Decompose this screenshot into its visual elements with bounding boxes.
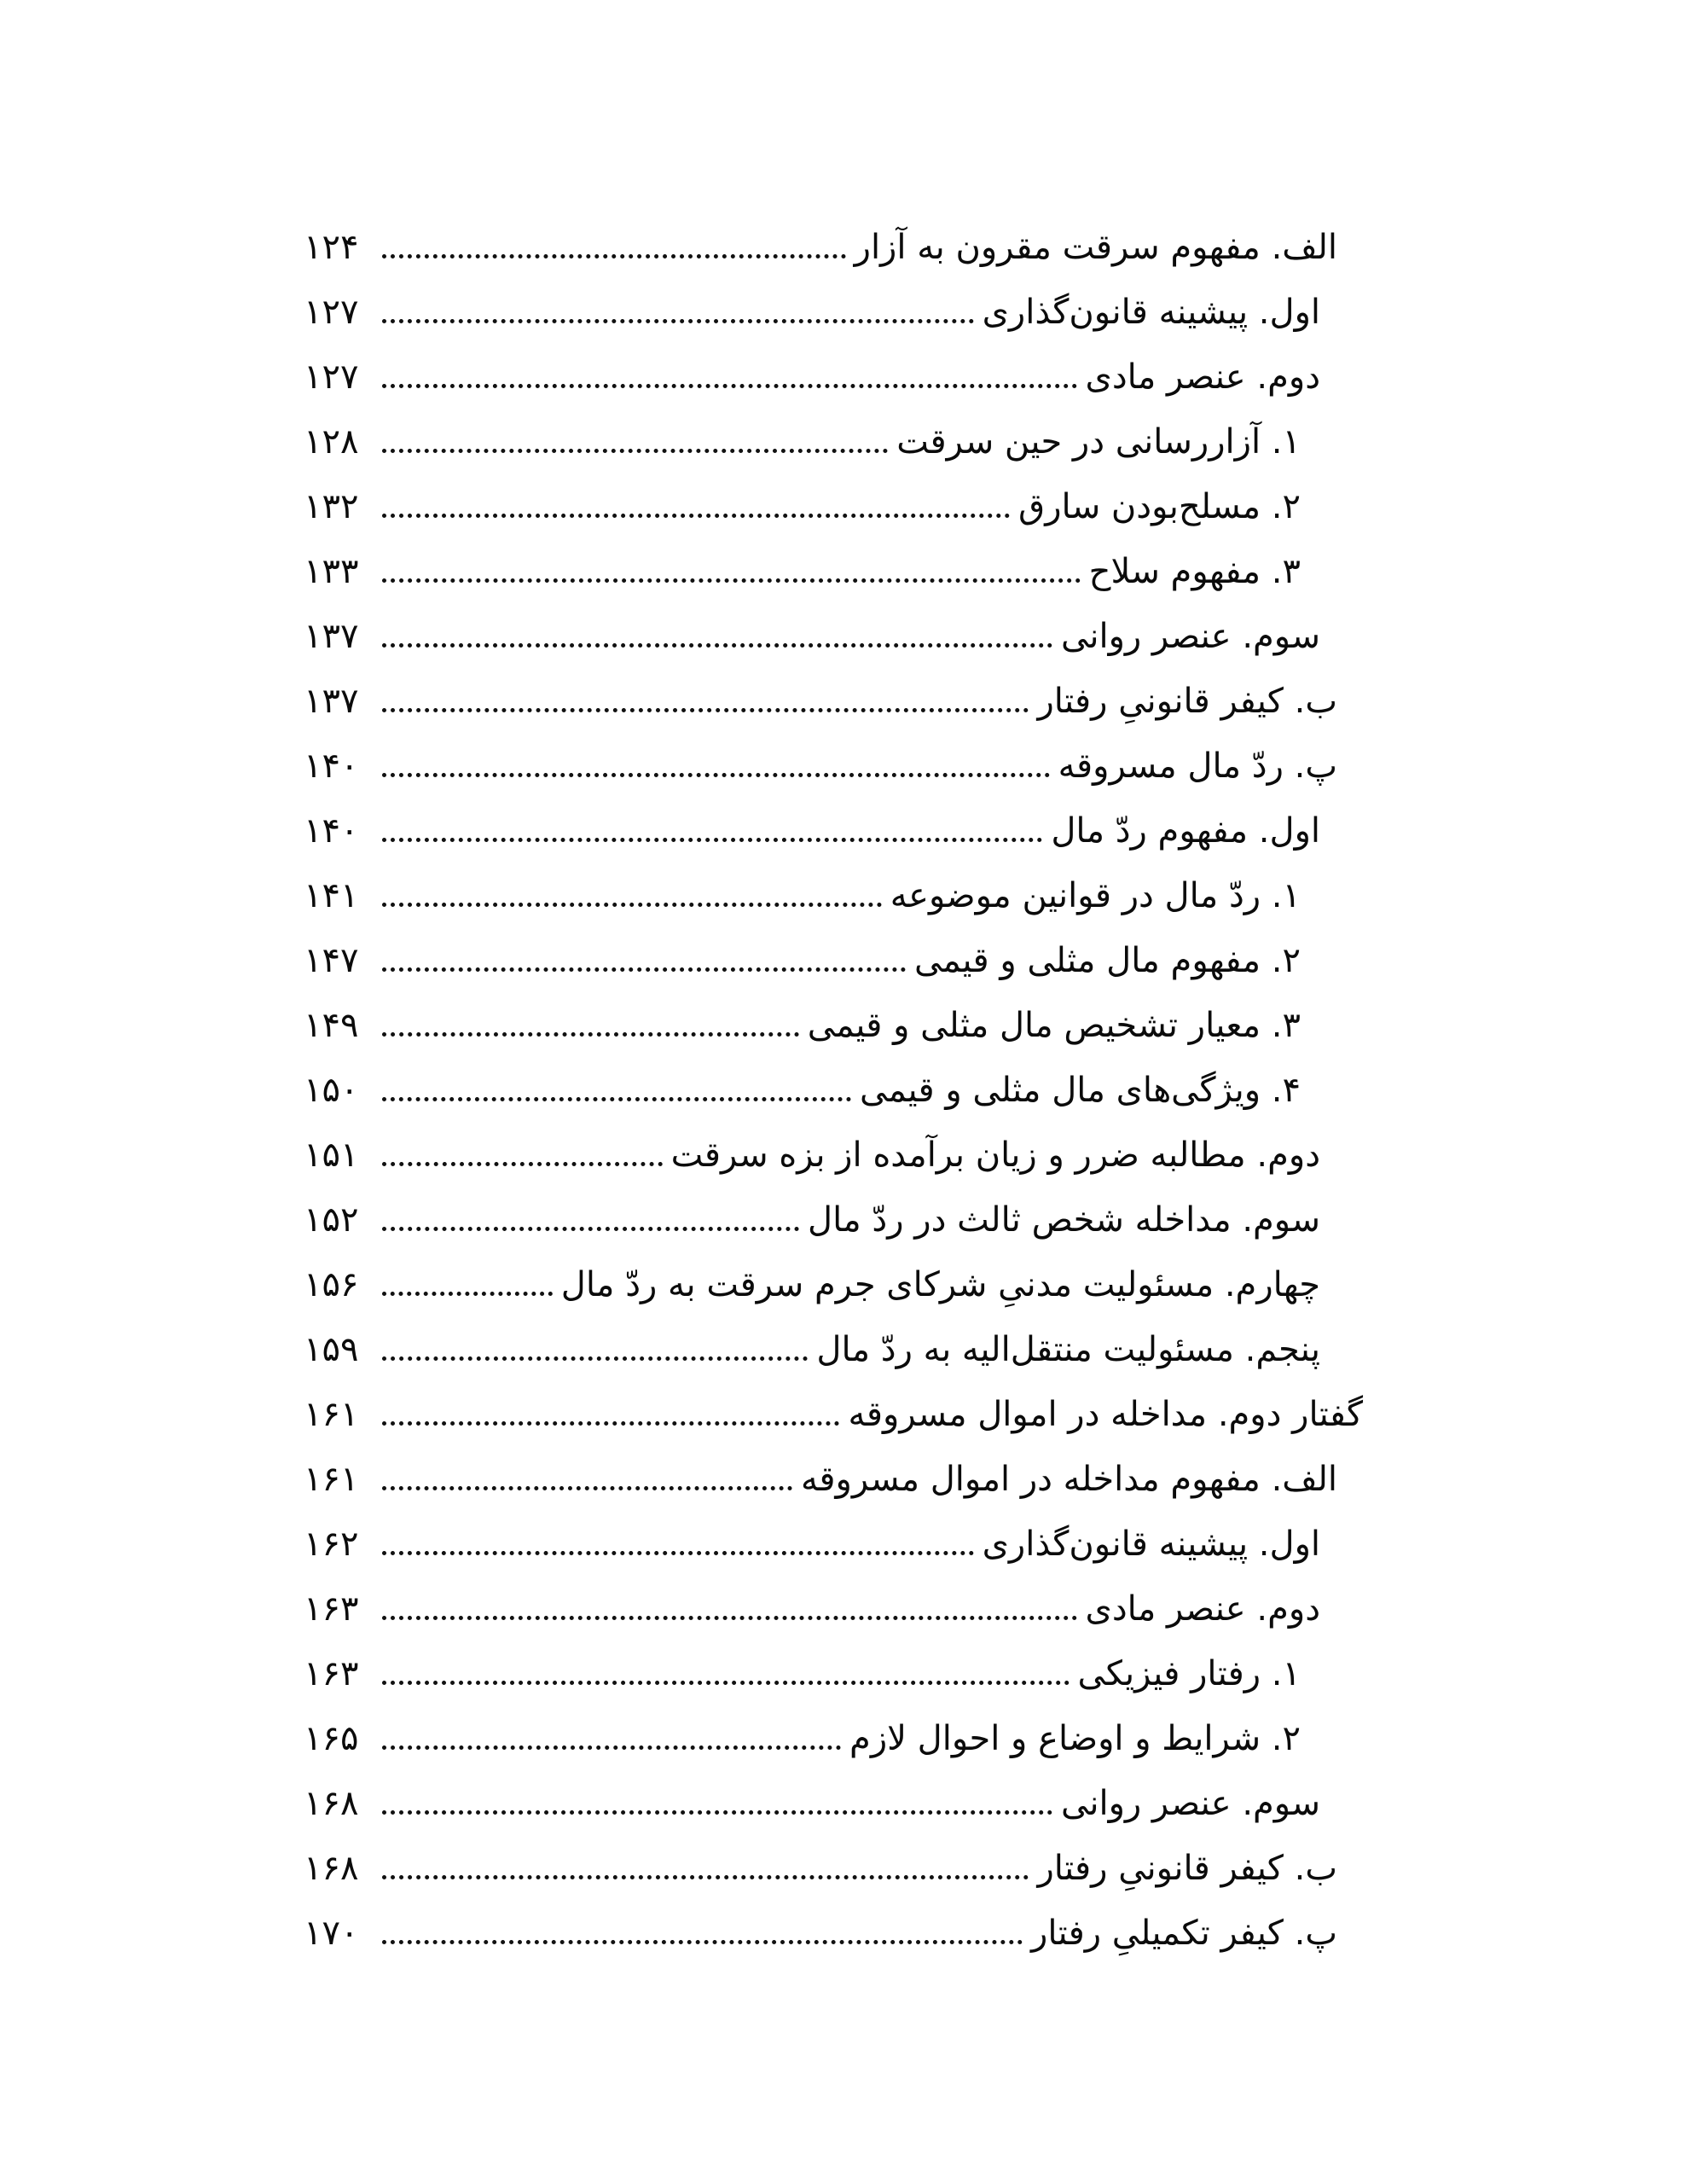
toc-row	[304, 928, 1363, 993]
dot-leader	[382, 384, 1077, 388]
page-number: ۱۳۳	[304, 552, 359, 591]
toc-row	[304, 734, 1363, 799]
dot-leader	[382, 967, 906, 972]
toc-entry-label: ۳. معیار تشخیص مال مثلی و قیمی	[807, 1006, 1301, 1045]
toc-row	[304, 993, 1363, 1058]
dot-leader	[382, 1875, 1029, 1879]
dot-leader	[382, 1940, 1023, 1944]
toc-row	[304, 345, 1363, 410]
toc-entry-label: پ. ردّ مال مسروقه	[1058, 746, 1337, 786]
toc-entry-label: دوم. مطالبه ضرر و زیان برآمده از بزه سرقت	[670, 1136, 1320, 1175]
toc-row	[304, 474, 1363, 539]
toc-row	[304, 1447, 1363, 1512]
toc-row	[304, 1123, 1363, 1188]
dot-leader	[382, 1097, 851, 1101]
page-number: ۱۲۴	[304, 228, 359, 267]
dot-leader	[382, 1616, 1077, 1620]
page-number: ۱۵۶	[304, 1265, 359, 1304]
page-number: ۱۴۹	[304, 1006, 359, 1045]
page-number: ۱۶۳	[304, 1589, 359, 1629]
dot-leader	[382, 319, 974, 323]
page-number: ۱۴۰	[304, 811, 359, 851]
dot-leader	[382, 903, 882, 907]
page-number: ۱۶۵	[304, 1719, 359, 1758]
toc-list	[304, 215, 1363, 1966]
dot-leader	[382, 1162, 663, 1166]
toc-row	[304, 799, 1363, 863]
toc-entry-label: اول. پیشینه قانون‌گذاری	[982, 293, 1320, 332]
page-number: ۱۶۱	[304, 1395, 359, 1434]
toc-entry-label: ۲. شرایط و اوضاع و احوال لازم	[849, 1719, 1301, 1758]
page-number: ۱۴۰	[304, 746, 359, 786]
dot-leader	[382, 1810, 1052, 1815]
dot-leader	[382, 449, 888, 453]
toc-row	[304, 539, 1363, 604]
toc-entry-label: ۴. ویژگی‌های مال مثلی و قیمی	[860, 1071, 1301, 1110]
toc-entry-label: الف. مفهوم مداخله در اموال مسروقه	[800, 1460, 1337, 1499]
toc-entry-label: ۱. رفتار فیزیکی	[1077, 1654, 1301, 1693]
toc-row	[304, 604, 1363, 669]
page-number: ۱۶۸	[304, 1849, 359, 1888]
toc-entry-label: چهارم. مسئولیت مدنیِ شرکای جرم سرقت به ردّ مال	[560, 1265, 1320, 1304]
toc-row	[304, 215, 1363, 280]
dot-leader	[382, 578, 1081, 583]
page-number: ۱۳۲	[304, 487, 359, 526]
page-number: ۱۴۱	[304, 876, 359, 915]
page-number: ۱۲۸	[304, 422, 359, 462]
toc-entry-label: سوم. عنصر روانی	[1060, 617, 1320, 656]
toc-row	[304, 1836, 1363, 1901]
toc-row	[304, 1058, 1363, 1123]
toc-entry-label: ب. کیفر قانونیِ رفتار	[1037, 1849, 1337, 1888]
dot-leader	[382, 1745, 841, 1750]
toc-entry-label: ۳. مفهوم سلاح	[1088, 552, 1301, 591]
toc-row	[304, 1512, 1363, 1577]
toc-row	[304, 863, 1363, 928]
dot-leader	[382, 1356, 808, 1361]
toc-entry-label: ۲. مفهوم مال مثلی و قیمی	[913, 941, 1301, 980]
toc-row	[304, 410, 1363, 474]
toc-entry-label: اول. مفهوم ردّ مال	[1051, 811, 1320, 851]
page-number: ۱۶۲	[304, 1525, 359, 1564]
toc-entry-label: گفتار دوم. مداخله در اموال مسروقه	[848, 1395, 1363, 1434]
dot-leader	[382, 773, 1050, 777]
toc-row	[304, 1641, 1363, 1706]
toc-entry-label: پ. کیفر تکمیلیِ رفتار	[1031, 1914, 1337, 1953]
toc-entry-label: سوم. عنصر روانی	[1060, 1784, 1320, 1823]
toc-row	[304, 669, 1363, 734]
toc-entry-label: ۱. ردّ مال در قوانین موضوعه	[890, 876, 1301, 915]
page-number: ۱۴۷	[304, 941, 359, 980]
page-number: ۱۲۷	[304, 357, 359, 397]
toc-entry-label: ۲. مسلح‌بودن سارق	[1018, 487, 1301, 526]
toc-row	[304, 1771, 1363, 1836]
page-number: ۱۵۰	[304, 1071, 359, 1110]
dot-leader	[382, 708, 1029, 712]
dot-leader	[382, 838, 1042, 842]
toc-row	[304, 1901, 1363, 1966]
dot-leader	[382, 643, 1052, 648]
page-number: ۱۶۱	[304, 1460, 359, 1499]
toc-row	[304, 1577, 1363, 1641]
page-number: ۱۳۷	[304, 617, 359, 656]
page-number: ۱۳۷	[304, 682, 359, 721]
toc-entry-label: دوم. عنصر مادی	[1085, 357, 1320, 397]
dot-leader	[382, 254, 846, 258]
page-number: ۱۲۷	[304, 293, 359, 332]
toc-row	[304, 1382, 1363, 1447]
dot-leader	[382, 514, 1010, 518]
toc-entry-label: الف. مفهوم سرقت مقرون به آزار	[854, 228, 1337, 267]
dot-leader	[382, 1227, 799, 1231]
page-number: ۱۶۸	[304, 1784, 359, 1823]
toc-row	[304, 280, 1363, 345]
dot-leader	[382, 1032, 799, 1037]
toc-entry-label: ب. کیفر قانونیِ رفتار	[1037, 682, 1337, 721]
toc-row	[304, 1188, 1363, 1252]
toc-row	[304, 1317, 1363, 1382]
toc-row	[304, 1706, 1363, 1771]
page-number: ۱۵۲	[304, 1200, 359, 1240]
toc-entry-label: اول. پیشینه قانون‌گذاری	[982, 1525, 1320, 1564]
dot-leader	[382, 1681, 1070, 1685]
toc-entry-label: سوم. مداخله شخص ثالث در ردّ مال	[808, 1200, 1320, 1240]
dot-leader	[382, 1421, 839, 1426]
toc-entry-label: پنجم. مسئولیت منتقل‌الیه به ردّ مال	[816, 1330, 1320, 1369]
page-number: ۱۷۰	[304, 1914, 359, 1953]
dot-leader	[382, 1486, 792, 1490]
page-number: ۱۵۹	[304, 1330, 359, 1369]
page-number: ۱۶۳	[304, 1654, 359, 1693]
dot-leader	[382, 1292, 553, 1296]
toc-row	[304, 1252, 1363, 1317]
toc-entry-label: دوم. عنصر مادی	[1085, 1589, 1320, 1629]
page-number: ۱۵۱	[304, 1136, 359, 1175]
dot-leader	[382, 1551, 974, 1555]
toc-entry-label: ۱. آزاررسانی در حین سرقت	[896, 422, 1301, 462]
